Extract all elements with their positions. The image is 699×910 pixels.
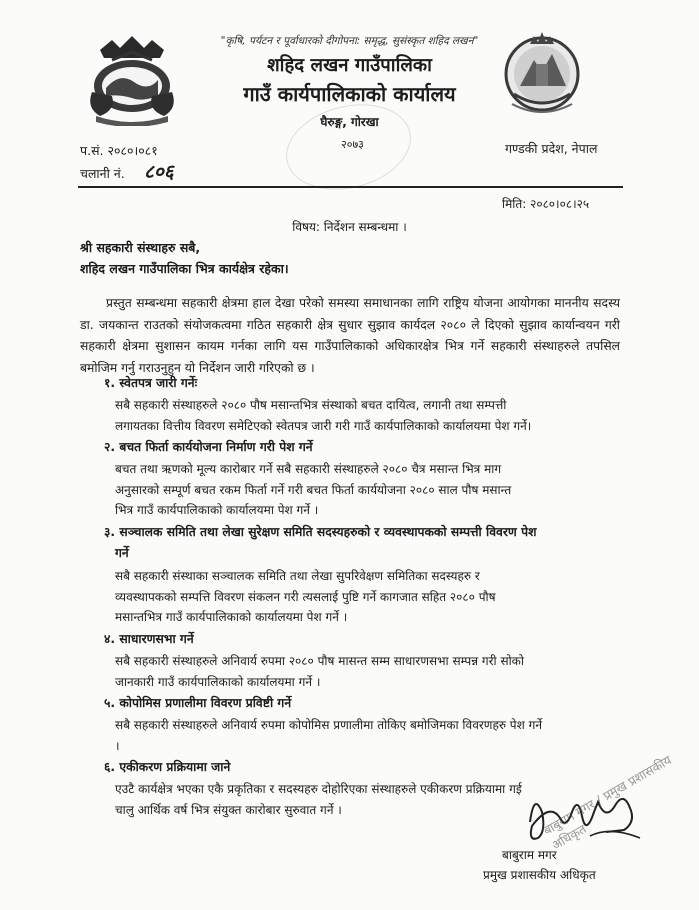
- item-6-line-2: चालु आर्थिक वर्ष भित्र संयुक्त कारोबार सुरुवात गर्ने ।: [115, 802, 342, 817]
- item-4-line-2: जानकारी गाउँ कार्यपालिकाको कार्यालयमा गर्ने ।: [115, 674, 321, 689]
- item-1-body: [115, 395, 615, 436]
- item-2-body: [115, 459, 615, 521]
- item-2-line-3: भित्र गाउँ कार्यपालिकाको कार्यालयमा पेश गर्ने ।: [115, 503, 319, 518]
- item-2-line-1: बचत तथा ऋणको मूल्य कारोबार गर्ने सबै सहकारी संस्थाहरुले २०८० चैत्र मसान्त भित्र माग: [115, 462, 502, 476]
- item-5-title: ५. कोपोमिस प्रणालीमा विवरण प्रविष्टी गर्ने: [104, 696, 292, 710]
- item-1-line-2: लगायतका वित्तीय विवरण समेटिएको स्वेतपत्र जारी गरी गाउँ कार्यपालिकाको कार्यालयमा पेश गर्ने।: [115, 418, 532, 433]
- province-address: गण्डकी प्रदेश, नेपाल: [505, 141, 598, 156]
- item-4-line-1: सबै सहकारी संस्थाहरुले अनिवार्य रुपमा २०८० पौष मासन्त सम्म साधारणसभा सम्पन्न गरी सोको: [115, 654, 525, 668]
- reference-number: प.सं. २०८०।०८१: [80, 143, 158, 158]
- item-3-title: ३. सञ्चालक समिति तथा लेखा सुरेक्षण समिति सदस्यहरुको र व्यवस्थापकको सम्पत्ती विवरण पेश: [104, 525, 537, 539]
- recipient-line-2: शहिद लखन गाउँपालिका भित्र कार्यक्षेत्र रहेका।: [80, 261, 289, 276]
- office-address: घैरुङ्ग, गोरखा: [320, 115, 379, 129]
- signatory-designation: प्रमुख प्रशासकीय अधिकृत: [483, 868, 596, 882]
- item-5-line-1: सबै सहकारी संस्थाहरुले अनिवार्य रुपमा कोपोमिस प्रणालीमा तोकिए बमोजिमका विवरणहरु पेश गर्ने: [115, 718, 543, 732]
- challani-label: चलानी नं.: [80, 166, 125, 181]
- item-5-body: [115, 715, 615, 756]
- recipient-line-1: श्री सहकारी संस्थाहरु सबै,: [80, 240, 201, 255]
- item-6-title: ६. एकीकरण प्रक्रियामा जाने: [104, 760, 231, 774]
- challani-number: ८०६: [144, 161, 174, 183]
- item-4-body: [115, 651, 615, 692]
- item-1-line-1: सबै सहकारी संस्थाहरुले २०८० पौष मसान्तभित्र संस्थाको बचत दायित्व, लगानी तथा सम्पत्ती: [115, 398, 507, 412]
- slogan: "कृषि, पर्यटन र पूर्वाधारको दीगोपना: समृद्ध, सुसंस्कृत शहिद लखन": [220, 35, 479, 47]
- item-3-line-1: सबै सहकारी संस्थाका सञ्चालक समिति तथा लेखा सुपरिवेक्षण समितिका सदस्यहरु र: [115, 569, 480, 583]
- letter-date: मिति: २०८०।०८।२५: [502, 197, 590, 211]
- item-1-title: १. स्वेतपत्र जारी गर्नेः: [104, 376, 198, 390]
- office-title: गाउँ कार्यपालिकाको कार्यालय: [243, 82, 456, 106]
- item-2-title: २. बचत फिर्ता कार्ययोजना निर्माण गरी पेश गर्ने: [104, 440, 313, 454]
- item-3-body: [115, 566, 615, 628]
- office-name: शहिद लखन गाउँपालिका: [267, 55, 432, 76]
- letter-subject: विषय: निर्देशन सम्बन्धमा ।: [292, 220, 407, 234]
- intro-paragraph: प्रस्तुत सम्बन्धमा सहकारी क्षेत्रमा हाल देखा परेको समस्या समाधानका लागि राष्ट्रिय योजना आयोगका माननीय सदस्य डा. जयकान्त राउतको संयोजकत्वमा गठित सहकारी क्षेत्र सुधार सुझाव कार्यदल २०८० ले दिएको सुझाव कार्यान्वयन गरी सहकारी क्षेत्रमा सुशासन कायम गर्नका लागि यस गाउँपालिकाको अधिकारक्षेत्र भित्र गर्ने सहकारी संस्थाहरुले तपसिल बमोजिम गर्नु गराउनुहुन यो निर्देशन जारी गरिएको छ ।: [80, 296, 620, 375]
- item-3-line-3: मसान्तभित्र गाउँ कार्यपालिकाको कार्यालयमा पेश गर्ने ।: [115, 610, 348, 625]
- header-divider: [78, 186, 623, 188]
- item-4-title: ४. साधारणसभा गर्ने: [104, 632, 194, 646]
- item-5-line-2: ।: [115, 738, 120, 753]
- establishment-year: २०७३: [341, 138, 364, 151]
- signature-stamp: बाबुराम मगर / प्रमुख प्रशासकीय अधिकृत: [540, 752, 674, 853]
- item-3-line-2: व्यवस्थापकको सम्पत्ति विवरण संकलन गरी त्यसलाई पुष्टि गर्ने कागजात सहित २०८० पौष: [115, 589, 496, 604]
- item-2-line-2: अनुसारको सम्पूर्ण बचत रकम फिर्ता गर्ने गरी बचत फिर्ता कार्ययोजना २०८० साल पौष मसान्त: [115, 482, 512, 497]
- item-3-title-cont: गर्ने: [115, 546, 129, 560]
- item-6-line-1: एउटै कार्यक्षेत्र भएका एकै प्रकृतिका र सदस्यहरु दोहोरिएका संस्थाहरुले एकीकरण प्रक्रियामा गई: [115, 782, 522, 796]
- signatory-name: बाबुराम मगर: [502, 848, 557, 862]
